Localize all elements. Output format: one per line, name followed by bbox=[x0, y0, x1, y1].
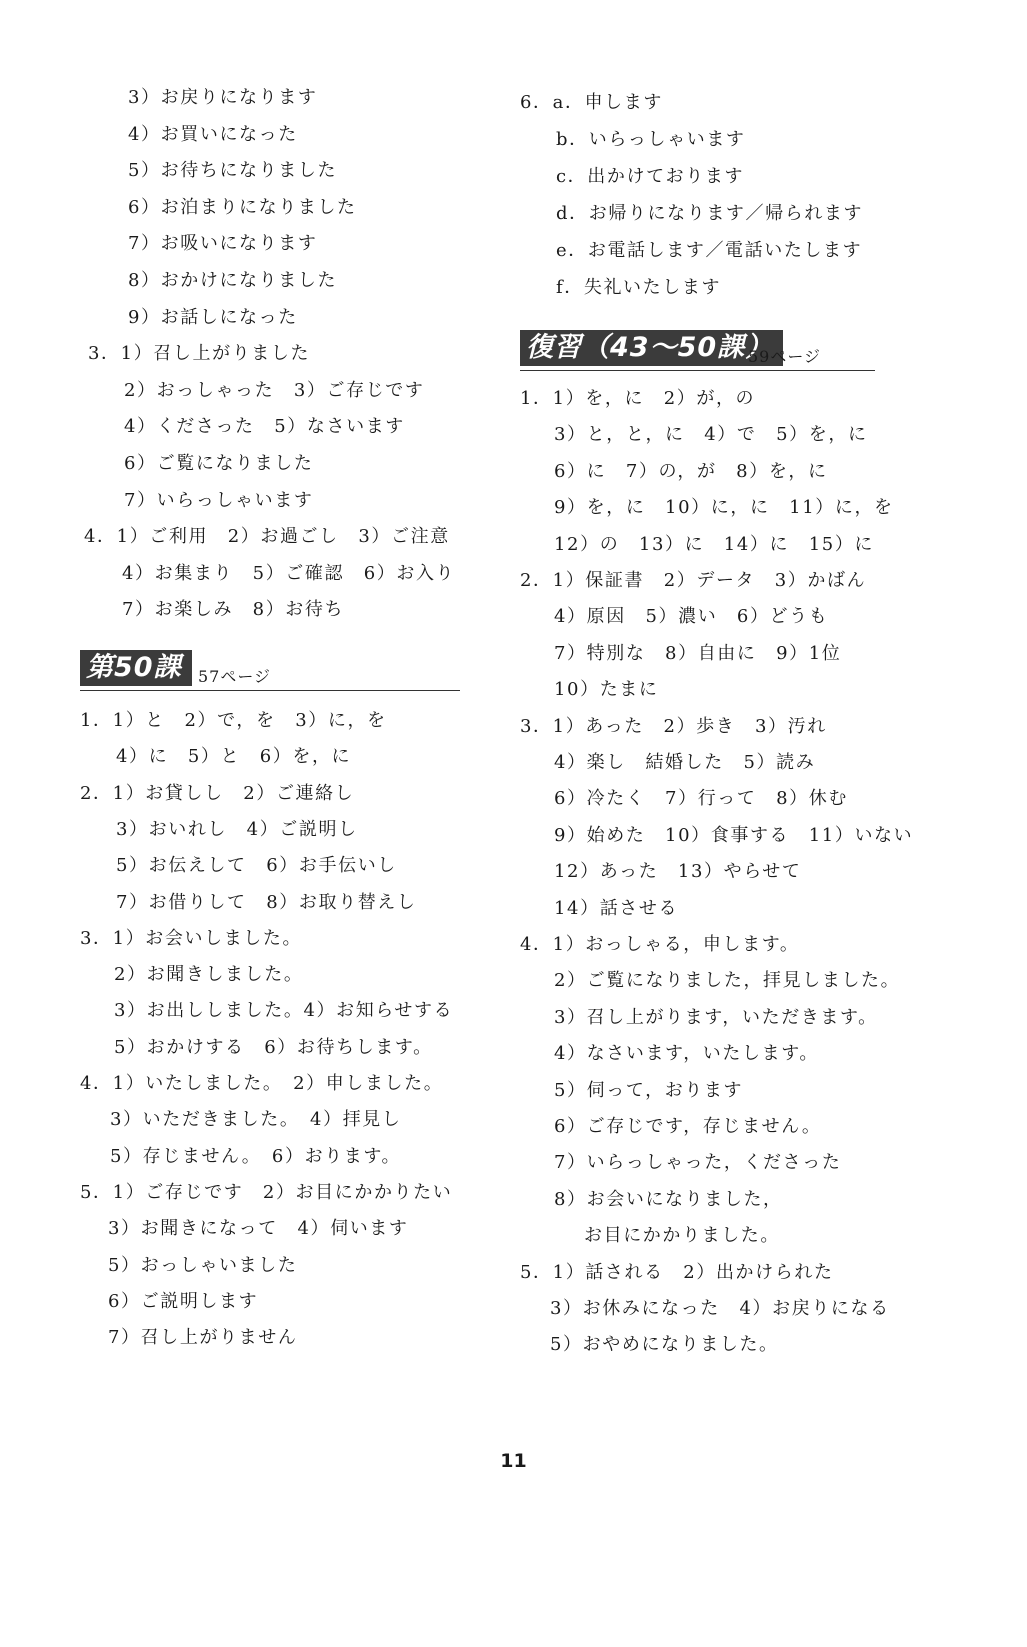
answer-line: 4）なさいます，いたします。 bbox=[554, 1043, 819, 1065]
answer-line: b．いらっしゃいます bbox=[556, 129, 746, 150]
answer-line: 6）冷たく 7）行って 8）休む bbox=[554, 788, 848, 810]
section-page-ref: 59ページ bbox=[748, 347, 822, 366]
answer-line: 1．1）を，に 2）が，の bbox=[520, 388, 756, 409]
answer-line: 2．1）保証書 2）データ 3）かばん bbox=[520, 570, 867, 591]
answer-line: f．失礼いたします bbox=[556, 277, 722, 298]
answer-line: 6）ご説明します bbox=[108, 1290, 259, 1312]
answer-line: 6）ご存じです，存じません。 bbox=[554, 1116, 822, 1137]
answer-line: 4）お集まり 5）ご確認 6）お入り bbox=[122, 562, 456, 584]
answer-line: 4．1）いたしました。 2）申しました。 bbox=[80, 1073, 444, 1094]
answer-line: 3）おいれし 4）ご説明し bbox=[116, 818, 358, 840]
answer-line: 2．1）お貸しし 2）ご連絡し bbox=[80, 782, 355, 804]
answer-line: 3）いただきました。 4）拝見し bbox=[110, 1109, 402, 1131]
answer-line: e．お電話します／電話いたします bbox=[556, 240, 863, 261]
section-title: 第50課 bbox=[80, 650, 192, 686]
answer-line: 5）お待ちになりました bbox=[128, 160, 338, 182]
answer-line: 4）くださった 5）なさいます bbox=[124, 416, 405, 438]
section-header-review bbox=[520, 330, 875, 371]
answer-line: 5）おかけする 6）お待ちします。 bbox=[114, 1036, 433, 1058]
answer-line: 3．1）お会いしました。 bbox=[80, 927, 303, 949]
answer-line: 7）お借りして 8）お取り替えし bbox=[116, 891, 417, 913]
answer-line: 6）ご覧になりました bbox=[124, 453, 314, 474]
answer-line: 12）あった 13）やらせて bbox=[554, 861, 802, 883]
answer-line: 1．1）と 2）で，を 3）に，を bbox=[80, 710, 387, 731]
answer-line: 10）たまに bbox=[554, 679, 659, 701]
section-header-lesson-50 bbox=[80, 650, 460, 691]
answer-line: 7）いらっしゃいます bbox=[124, 489, 314, 511]
answer-line: 14）話させる bbox=[554, 897, 679, 919]
section-title: 復習（43～50課） bbox=[520, 330, 783, 366]
answer-line: 7）召し上がりません bbox=[108, 1327, 298, 1349]
answer-line: 7）お吸いになります bbox=[128, 233, 318, 255]
answer-line: 5．1）ご存じです 2）お目にかかりたい bbox=[80, 1181, 453, 1203]
answer-line: 4）に 5）と 6）を，に bbox=[116, 746, 352, 768]
answer-line: 4．1）ご利用 2）お過ごし 3）ご注意 bbox=[84, 526, 450, 548]
answer-line: 3．1）召し上がりました bbox=[88, 343, 311, 365]
answer-line: 2）おっしゃった 3）ご存じです bbox=[124, 379, 425, 401]
answer-line: お目にかかりました。 bbox=[584, 1225, 780, 1247]
answer-line: 6）に 7）の，が 8）を，に bbox=[554, 460, 828, 482]
answer-line: 3）お休みになった 4）お戻りになる bbox=[550, 1298, 890, 1319]
answer-line: 8）お会いになりました， bbox=[554, 1188, 783, 1210]
section-page-ref: 57ページ bbox=[198, 667, 272, 686]
answer-line: 4）お買いになった bbox=[128, 123, 298, 145]
answer-line: 3）お出ししました。4）お知らせする bbox=[114, 1000, 454, 1022]
answer-line: 4．1）おっしゃる，申します。 bbox=[520, 934, 800, 955]
answer-line: 2）ご覧になりました，拝見しました。 bbox=[554, 970, 901, 992]
answer-line: 3）と，と，に 4）で 5）を，に bbox=[554, 424, 868, 446]
answer-line: 9）を，に 10）に，に 11）に，を bbox=[554, 497, 894, 519]
answer-line: 6）お泊まりになりました bbox=[128, 196, 357, 218]
answer-line: 2）お聞きしました。 bbox=[114, 964, 304, 986]
answer-line: 5．1）話される 2）出かけられた bbox=[520, 1261, 834, 1283]
answer-line: 3）お聞きになって 4）伺います bbox=[108, 1218, 409, 1240]
answer-line: 3．1）あった 2）歩き 3）汚れ bbox=[520, 715, 827, 737]
answer-line: 12）の 13）に 14）に 15）に bbox=[554, 533, 875, 555]
answer-line: 4）原因 5）濃い 6）どうも bbox=[554, 606, 829, 628]
answer-line: 8）おかけになりました bbox=[128, 270, 338, 291]
answer-line: 5）存じません。 6）おります。 bbox=[110, 1145, 402, 1167]
answer-line: c．出かけております bbox=[556, 166, 745, 187]
answer-line: 3）お戻りになります bbox=[128, 87, 318, 108]
answer-line: 5）お伝えして 6）お手伝いし bbox=[116, 855, 397, 877]
answer-line: d．お帰りになります／帰られます bbox=[556, 203, 864, 224]
answer-line: 9）始めた 10）食事する 11）いない bbox=[554, 824, 914, 846]
answer-line: 5）おっしゃいました bbox=[108, 1254, 298, 1276]
answer-line: 6．a．申します bbox=[520, 92, 663, 113]
answer-line: 3）召し上がります，いただきます。 bbox=[554, 1006, 878, 1028]
answer-line: 9）お話しになった bbox=[128, 306, 298, 328]
answer-line: 7）特別な 8）自由に 9）1位 bbox=[554, 642, 842, 664]
answer-line: 5）おやめになりました。 bbox=[550, 1334, 779, 1356]
answer-line: 7）いらっしゃった，くださった bbox=[554, 1152, 842, 1174]
answer-line: 5）伺って，おります bbox=[554, 1079, 744, 1101]
answer-line: 4）楽し 結婚した 5）読み bbox=[554, 752, 816, 773]
page-number: 11 bbox=[500, 1450, 527, 1472]
answer-line: 7）お楽しみ 8）お待ち bbox=[122, 599, 345, 621]
